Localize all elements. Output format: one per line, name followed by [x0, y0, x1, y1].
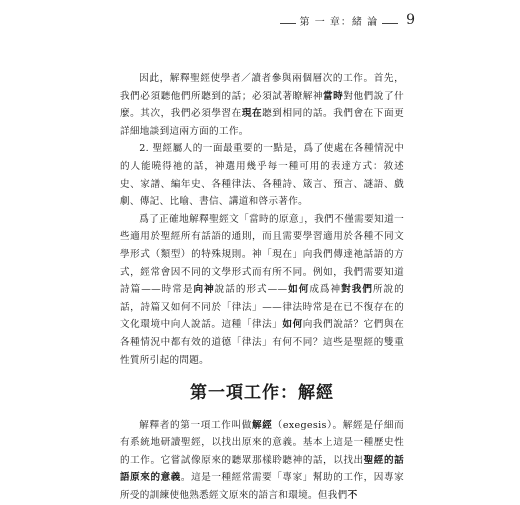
page-number: 9: [406, 12, 416, 28]
page-body: [120, 70, 404, 505]
header-rule: [280, 23, 296, 24]
header-rule-right: [382, 23, 398, 24]
text-run: 解釋者的第一項工作叫做: [139, 419, 253, 431]
paragraph: [120, 140, 404, 210]
bold-text-run: 向神: [193, 284, 215, 296]
bold-text-run: 如何: [287, 284, 310, 296]
text-run: 所說的話，詩篇又如何不同於「律法」——律法時常是在已不復存在的文化環境中向人說話。這種「律法」: [120, 284, 405, 331]
text-run: 對他們說了什麼。其次，我們必須學習在: [120, 90, 404, 120]
paragraph: [120, 417, 404, 505]
bold-text-run: 當時: [323, 90, 344, 102]
section-heading: 第一項工作：解經: [190, 383, 334, 404]
text-run: 聽到相同的話。我們會在下面更詳細地談到這兩方面的工作。: [120, 108, 405, 137]
paragraph: [120, 211, 404, 369]
chapter-title: 第 一 章：緒 論: [299, 17, 379, 28]
running-header: [280, 12, 416, 28]
text-run: （exegesis）。解經是仔細而有系統地研讀聖經，以找出原來的意義。基本上這是一種歷史性的工作。它嘗試像原來的聽眾那樣聆聽神的話，以找出: [120, 419, 404, 466]
text-run: 成爲神: [309, 284, 342, 296]
bold-text-run: 不: [347, 490, 358, 502]
text-run: 向我們說話？它們與在各種情況中都有效的道德「律法」有何不同？這些是聖經的雙重性質所引起的問題。: [120, 319, 404, 366]
bold-text-run: 解經: [252, 419, 273, 431]
bold-text-run: 如何: [282, 319, 303, 331]
bold-text-run: 聖經的話語原來的意義: [120, 454, 405, 484]
paragraph: [120, 70, 404, 140]
text-run: 因此，解釋聖經使學者／讀者參與兩個層次的工作。首先，我們必須聽他們所聽到的話；必須試著瞭解神: [120, 73, 404, 102]
text-run: 爲了正確地解釋聖經文「當時的原意」，我們不僅需要知道一些適用於聖經所有話語的通則，而且需要學習適用於各種不同文學形式（類型）的特殊規則。神「現在」向我們傳達祂話語的方式，經常會因不同的文學形式而有所不同。例如，我們需要知道詩篇——時常是: [120, 213, 404, 296]
bold-text-run: 現在: [241, 108, 263, 120]
bold-text-run: 對我們: [341, 284, 373, 296]
text-run: 。這是一種經常需要「專家」幫助的工作，因專家所受的訓練使他熟悉經文原來的語言和環境。但我們: [120, 472, 404, 502]
text-run: 說話的形式——: [214, 284, 288, 296]
text-run: 2. 聖經屬人的一面最重要的一點是，爲了使處在各種情況中的人能曉得祂的話，神選用幾乎每一種可用的表達方式：敘述史、家譜、編年史、各種律法、各種詩、箴言、預言、謎語、戲劇、傳記、比喻、書信、講道和啓示著作。: [120, 143, 404, 208]
